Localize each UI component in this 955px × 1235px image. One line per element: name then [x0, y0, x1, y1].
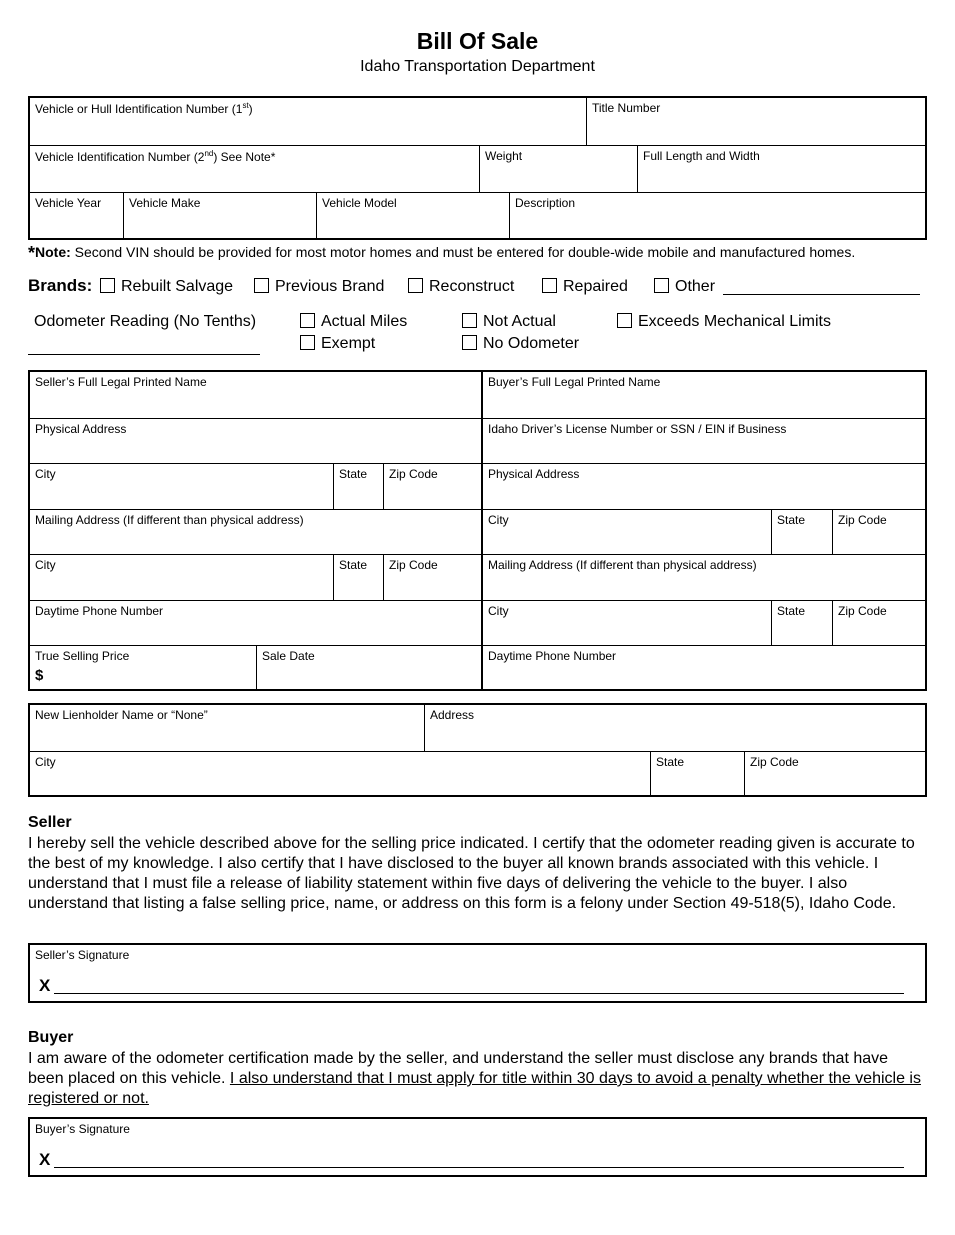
vehicle-year-field[interactable]	[30, 192, 123, 238]
checkbox-icon[interactable]	[462, 335, 477, 350]
checkbox-icon[interactable]	[617, 313, 632, 328]
vin1-label: Vehicle or Hull Identification Number (1	[35, 102, 243, 116]
brands-row	[28, 276, 92, 296]
buyer-phone-field[interactable]	[481, 645, 925, 689]
lienholder-name-field[interactable]	[30, 705, 424, 751]
lienholder-zip-field[interactable]	[744, 751, 925, 795]
buyer-mailing-address-field[interactable]	[481, 554, 925, 600]
sale-date-field[interactable]	[256, 645, 481, 689]
buyer-signature-label: Buyer’s Signature	[35, 1122, 130, 1136]
vin-note	[28, 243, 855, 264]
buyer-physical-address-field[interactable]	[481, 463, 925, 509]
vehicle-make-label: Vehicle Make	[129, 196, 201, 210]
lienholder-box	[28, 703, 927, 797]
seller-mailing-state-label: State	[339, 558, 368, 572]
seller-section-title: Seller	[28, 814, 72, 831]
checkbox-icon[interactable]	[654, 278, 669, 293]
vehicle-model-field[interactable]	[316, 192, 509, 238]
odometer-no-odometer[interactable]	[462, 335, 579, 353]
lienholder-zip-label: Zip Code	[750, 755, 799, 769]
brands-label: Brands:	[28, 276, 93, 295]
odometer-reading-line[interactable]	[28, 338, 260, 355]
seller-signature-x: X	[39, 976, 51, 995]
buyer-mailing-city-field[interactable]	[481, 600, 771, 645]
weight-label: Weight	[485, 149, 523, 163]
odometer-exempt[interactable]	[300, 335, 375, 353]
buyer-zip-label: Zip Code	[838, 513, 887, 527]
seller-mailing-city-label: City	[35, 558, 56, 572]
title-number-field[interactable]	[586, 98, 925, 145]
checkbox-icon[interactable]	[254, 278, 269, 293]
odometer-option-label: Not Actual	[483, 313, 556, 330]
buyer-mailing-address-label: Mailing Address (If different than physical address)	[488, 558, 757, 572]
note-label: Note:	[35, 244, 71, 260]
buyer-mailing-zip-field[interactable]	[832, 600, 925, 645]
seller-signature-line[interactable]	[54, 975, 904, 994]
brand-label: Reconstruct	[429, 278, 515, 295]
sale-date-label: Sale Date	[262, 649, 315, 663]
seller-mailing-address-field[interactable]	[30, 509, 481, 554]
lienholder-city-label: City	[35, 755, 56, 769]
brand-other[interactable]	[654, 278, 715, 296]
seller-zip-label: Zip Code	[389, 467, 438, 481]
brand-reconstruct[interactable]	[408, 278, 514, 296]
buyer-certification-text	[28, 1049, 928, 1109]
buyer-mailing-state-label: State	[777, 604, 806, 618]
page-subtitle: Idaho Transportation Department	[360, 58, 595, 75]
description-field[interactable]	[509, 192, 925, 238]
seller-physical-address-field[interactable]	[30, 418, 481, 463]
vin2-label: Vehicle Identification Number (2	[35, 150, 205, 164]
brand-label: Previous Brand	[275, 278, 385, 295]
buyer-certification-text-underlined: I also understand that I must apply for title within 30 days to avoid a penalty whether the vehicle is registered or not.	[28, 1070, 921, 1107]
seller-mailing-state-field[interactable]	[333, 554, 383, 600]
buyer-name-field[interactable]	[481, 372, 925, 418]
brand-label: Repaired	[563, 278, 628, 295]
buyer-name-label: Buyer’s Full Legal Printed Name	[488, 375, 661, 389]
page-title: Bill Of Sale	[416, 28, 539, 54]
selling-price-label: True Selling Price	[35, 649, 130, 663]
odometer-option-label: Exempt	[321, 335, 376, 352]
buyer-phone-label: Daytime Phone Number	[488, 649, 617, 663]
title-number-label: Title Number	[592, 101, 661, 115]
checkbox-icon[interactable]	[462, 313, 477, 328]
vin1-label-end: )	[248, 102, 253, 116]
seller-phone-field[interactable]	[30, 600, 481, 645]
vehicle-model-label: Vehicle Model	[322, 196, 397, 210]
lienholder-state-label: State	[656, 755, 685, 769]
buyer-license-label: Idaho Driver’s License Number or SSN / EIN if Business	[488, 422, 787, 436]
buyer-signature-x: X	[39, 1150, 51, 1169]
note-text: Second VIN should be provided for most motor homes and must be entered for double-wide mobile and manufactured homes.	[70, 244, 856, 260]
buyer-mailing-state-field[interactable]	[771, 600, 832, 645]
buyer-mailing-city-label: City	[488, 604, 509, 618]
seller-city-label: City	[35, 467, 56, 481]
lienholder-address-field[interactable]	[424, 705, 925, 751]
odometer-exceeds-limits[interactable]	[617, 313, 831, 331]
vin1-sup: st	[242, 101, 249, 110]
buyer-city-field[interactable]	[481, 509, 771, 554]
buyer-signature-line[interactable]	[54, 1149, 904, 1168]
weight-field[interactable]	[479, 145, 637, 192]
seller-mailing-zip-label: Zip Code	[389, 558, 438, 572]
odometer-actual-miles[interactable]	[300, 313, 407, 331]
vin2-sup: nd	[204, 149, 214, 158]
buyer-certification-text-plain: I am aware of the odometer certification made by the seller, and understand the seller must disclose any brands that have been placed on this vehicle.	[28, 1050, 889, 1087]
vehicle-info-box	[28, 96, 927, 240]
length-width-label: Full Length and Width	[643, 149, 760, 163]
buyer-state-label: State	[777, 513, 806, 527]
seller-signature-label: Seller’s Signature	[35, 948, 130, 962]
seller-name-field[interactable]	[30, 372, 481, 418]
description-label: Description	[515, 196, 576, 210]
vin2-label-end: ) See Note*	[213, 150, 276, 164]
seller-mailing-zip-field[interactable]	[383, 554, 481, 600]
brand-label: Other	[675, 278, 716, 295]
odometer-option-label: No Odometer	[483, 335, 580, 352]
buyer-physical-address-label: Physical Address	[488, 467, 580, 481]
buyer-state-field[interactable]	[771, 509, 832, 554]
vin2-field[interactable]	[30, 145, 479, 192]
length-width-field[interactable]	[637, 145, 925, 192]
vin1-field[interactable]	[30, 98, 586, 145]
dollar-sign: $	[35, 667, 44, 684]
seller-state-label: State	[339, 467, 368, 481]
brand-other-line[interactable]	[723, 278, 920, 295]
buyer-mailing-zip-label: Zip Code	[838, 604, 887, 618]
checkbox-icon[interactable]	[408, 278, 423, 293]
note-asterisk: *	[28, 243, 36, 263]
vehicle-year-label: Vehicle Year	[35, 196, 102, 210]
seller-certification-text: I hereby sell the vehicle described above for the selling price indicated. I certify that the odometer reading given is accurate to the best of my knowledge. I also certify that I have disclosed to the buyer all known brands associated with this vehicle. I understand that I must file a release of liability statement within five days of delivering the vehicle to the buyer. I also understand that listing a false selling price, name, or address on this form is a felony under Section 49-518(5), Idaho Code.	[28, 835, 915, 912]
seller-buyer-box	[28, 370, 927, 691]
vehicle-make-field[interactable]	[123, 192, 316, 238]
buyer-section-title: Buyer	[28, 1029, 74, 1046]
buyer-signature-box	[28, 1117, 927, 1177]
seller-signature-box	[28, 943, 927, 1003]
seller-zip-field[interactable]	[383, 463, 481, 509]
checkbox-icon[interactable]	[100, 278, 115, 293]
lienholder-state-field[interactable]	[650, 751, 744, 795]
seller-mailing-city-field[interactable]	[30, 554, 333, 600]
seller-city-field[interactable]	[30, 463, 333, 509]
buyer-zip-field[interactable]	[832, 509, 925, 554]
seller-phone-label: Daytime Phone Number	[35, 604, 164, 618]
brand-rebuilt-salvage[interactable]	[100, 278, 233, 296]
lienholder-city-field[interactable]	[30, 751, 650, 795]
selling-price-field[interactable]	[30, 645, 256, 689]
brand-previous-brand[interactable]	[254, 278, 384, 296]
seller-state-field[interactable]	[333, 463, 383, 509]
odometer-label: Odometer Reading (No Tenths)	[34, 313, 257, 330]
seller-physical-address-label: Physical Address	[35, 422, 127, 436]
brand-label: Rebuilt Salvage	[121, 278, 234, 295]
lienholder-name-label: New Lienholder Name or “None”	[35, 708, 208, 722]
odometer-option-label: Exceeds Mechanical Limits	[638, 313, 831, 330]
buyer-license-field[interactable]	[481, 418, 925, 463]
buyer-city-label: City	[488, 513, 509, 527]
checkbox-icon[interactable]	[300, 313, 315, 328]
seller-mailing-address-label: Mailing Address (If different than physical address)	[35, 513, 304, 527]
odometer-option-label: Actual Miles	[321, 313, 408, 330]
seller-name-label: Seller’s Full Legal Printed Name	[35, 375, 207, 389]
checkbox-icon[interactable]	[300, 335, 315, 350]
checkbox-icon[interactable]	[542, 278, 557, 293]
odometer-not-actual[interactable]	[462, 313, 556, 331]
brand-repaired[interactable]	[542, 278, 628, 296]
lienholder-address-label: Address	[430, 708, 475, 722]
